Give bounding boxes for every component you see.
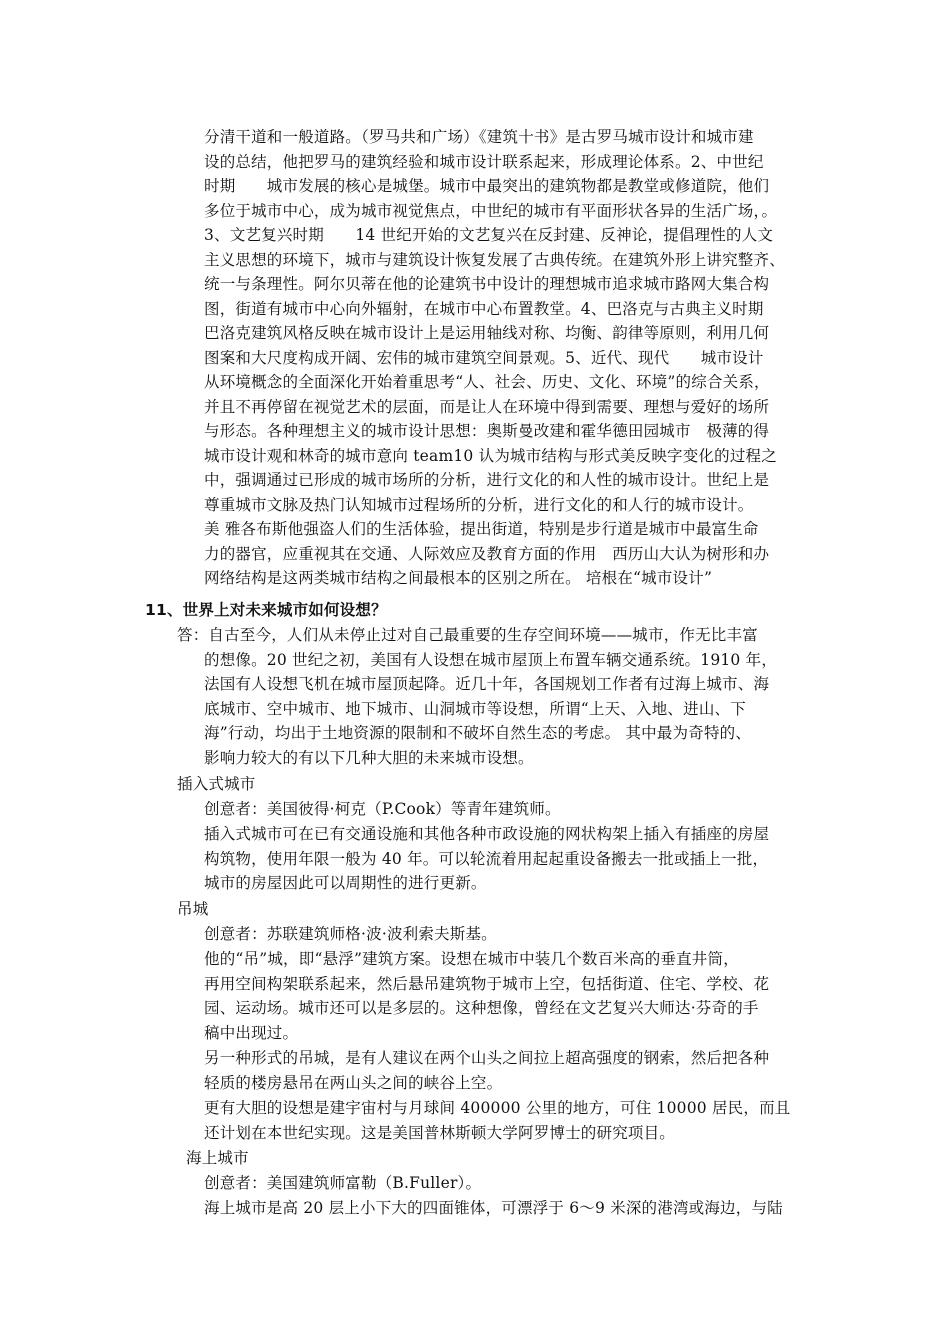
text-line: 多位于城市中心，成为城市视觉焦点，中世纪的城市有平面形状各异的生活广场，。 — [204, 201, 778, 220]
text-line: 巴洛克建筑风格反映在城市设计上是运用轴线对称、均衡、韵律等原则，利用几何 — [204, 324, 770, 342]
answer-line: 的想像。20 世纪之初，美国有人设想在城市屋顶上布置车辆交通系统。1910 年， — [204, 650, 778, 669]
text-line: 图，街道有城市中心向外辐射，在城市中心布置教堂。4、巴洛克与古典主义时期 — [204, 299, 764, 318]
text-line: 图案和大尺度构成开阔、宏伟的城市建筑空间景观。5、近代、现代 城市设计 — [204, 348, 764, 367]
question-heading: 11、世界上对未来城市如何设想？ — [145, 601, 387, 619]
creator-line: 创意者：苏联建筑师格·波·波利索夫斯基。 — [204, 925, 497, 943]
desc-line: 另一种形式的吊城，是有人建议在两个山头之间拉上超高强度的钢索，然后把各种 — [204, 1049, 770, 1067]
section-title-plugin-city: 插入式城市 — [177, 775, 256, 793]
desc-line: 海上城市是高 20 层上小下大的四面锥体，可漂浮于 6～9 米深的港湾或海边，与陆 — [204, 1199, 783, 1217]
text-line: 从环境概念的全面深化开始着重思考“人、社会、历史、文化、环境”的综合关系， — [204, 373, 770, 391]
section-title-sea-city: 海上城市 — [186, 1149, 249, 1167]
text-line: 力的器官，应重视其在交通、人际效应及教育方面的作用 西历山大认为树形和办 — [204, 544, 770, 563]
desc-line: 插入式城市可在已有交通设施和其他各种市政设施的网状构架上插入有插座的房屋 — [204, 825, 770, 843]
desc-line: 轻质的楼房悬吊在两山头之间的峡谷上空。 — [204, 1073, 503, 1092]
desc-line: 城市的房屋因此可以周期性的进行更新。 — [204, 874, 487, 892]
desc-line: 他的“吊”城，即“悬浮”建筑方案。设想在城市中装几个数百米高的垂直井筒， — [204, 950, 739, 968]
answer-line: 法国有人设想飞机在城市屋顶起降。近几十年，各国规划工作者有过海上城市、海 — [204, 675, 770, 693]
answer-line: 海”行动，均出于土地资源的限制和不破坏自然生态的考虑。 其中最为奇特的、 — [204, 724, 752, 742]
answer-line: 底城市、空中城市、地下城市、山洞城市等设想，所谓“上天、入地、进山、下 — [204, 699, 746, 718]
text-line: 时期 城市发展的核心是城堡。城市中最突出的建筑物都是教堂或修道院，他们 — [204, 177, 770, 195]
answer-line: 答：自古至今，人们从未停止过对自己最重要的生存空间环境——城市，作无比丰富 — [177, 626, 758, 644]
creator-line: 创意者：美国建筑师富勒（B.Fuller）。 — [204, 1174, 482, 1192]
text-line: 主义思想的环境下，城市与建筑设计恢复发展了古典传统。在建筑外形上讲究整齐、 — [204, 250, 785, 269]
text-line: 与形态。各种理想主义的城市设计思想：奥斯曼改建和霍华德田园城市 极薄的得 — [204, 422, 770, 440]
desc-line: 园、运动场。城市还可以是多层的。这种想像，曾经在文艺复兴大师达·芬奇的手 — [204, 999, 759, 1017]
desc-line: 稿中出现过。 — [204, 1023, 299, 1042]
answer-line: 影响力较大的有以下几种大胆的未来城市设想。 — [204, 748, 534, 767]
text-line: 美 雅各布斯他强盗人们的生活体验，提出街道，特别是步行道是城市中最富生命 — [204, 520, 759, 538]
text-line: 城市设计观和林奇的城市意向 team10 认为城市结构与形式美反映字变化的过程之 — [204, 446, 777, 465]
desc-line: 还计划在本世纪实现。这是美国普林斯顿大学阿罗博士的研究项目。 — [204, 1123, 676, 1142]
text-line: 中，强调通过已形成的城市场所的分析，进行文化的和人性的城市设计。世纪上是 — [204, 471, 770, 489]
text-line: 3、文艺复兴时期 14 世纪开始的文艺复兴在反封建、反神论，提倡理性的人文 — [204, 226, 774, 244]
text-line: 分清干道和一般道路。（罗马共和广场）《建筑十书》是古罗马城市设计和城市建 — [204, 128, 754, 146]
desc-line: 构筑物，使用年限一般为 40 年。可以轮流着用起起重设备搬去一批或插上一批， — [204, 849, 769, 868]
text-line: 统一与条理性。阿尔贝蒂在他的论建筑书中设计的理想城市追求城市路网大集合构 — [204, 275, 770, 293]
text-line: 并且不再停留在视觉艺术的层面，而是让人在环境中得到需要、理想与爱好的场所 — [204, 397, 770, 416]
text-line: 设的总结，他把罗马的建筑经验和城市设计联系起来，形成理论体系。2、中世纪 — [204, 152, 764, 171]
desc-line: 更有大胆的设想是建宇宙村与月球间 400000 公里的地方，可住 10000 居民，而且 — [204, 1099, 791, 1117]
section-title-hanging-city: 吊城 — [177, 900, 209, 918]
text-line: 网络结构是这两类城市结构之间最根本的区别之所在。 培根在“城市设计” — [204, 569, 713, 587]
text-line: 尊重城市文脉及热门认知城市过程场所的分析，进行文化的和人行的城市设计。 — [204, 495, 754, 514]
creator-line: 创意者：美国彼得·柯克（P.Cook）等青年建筑师。 — [204, 800, 561, 818]
desc-line: 再用空间构架联系起来，然后悬吊建筑物于城市上空，包括街道、住宅、学校、花 — [204, 974, 770, 993]
